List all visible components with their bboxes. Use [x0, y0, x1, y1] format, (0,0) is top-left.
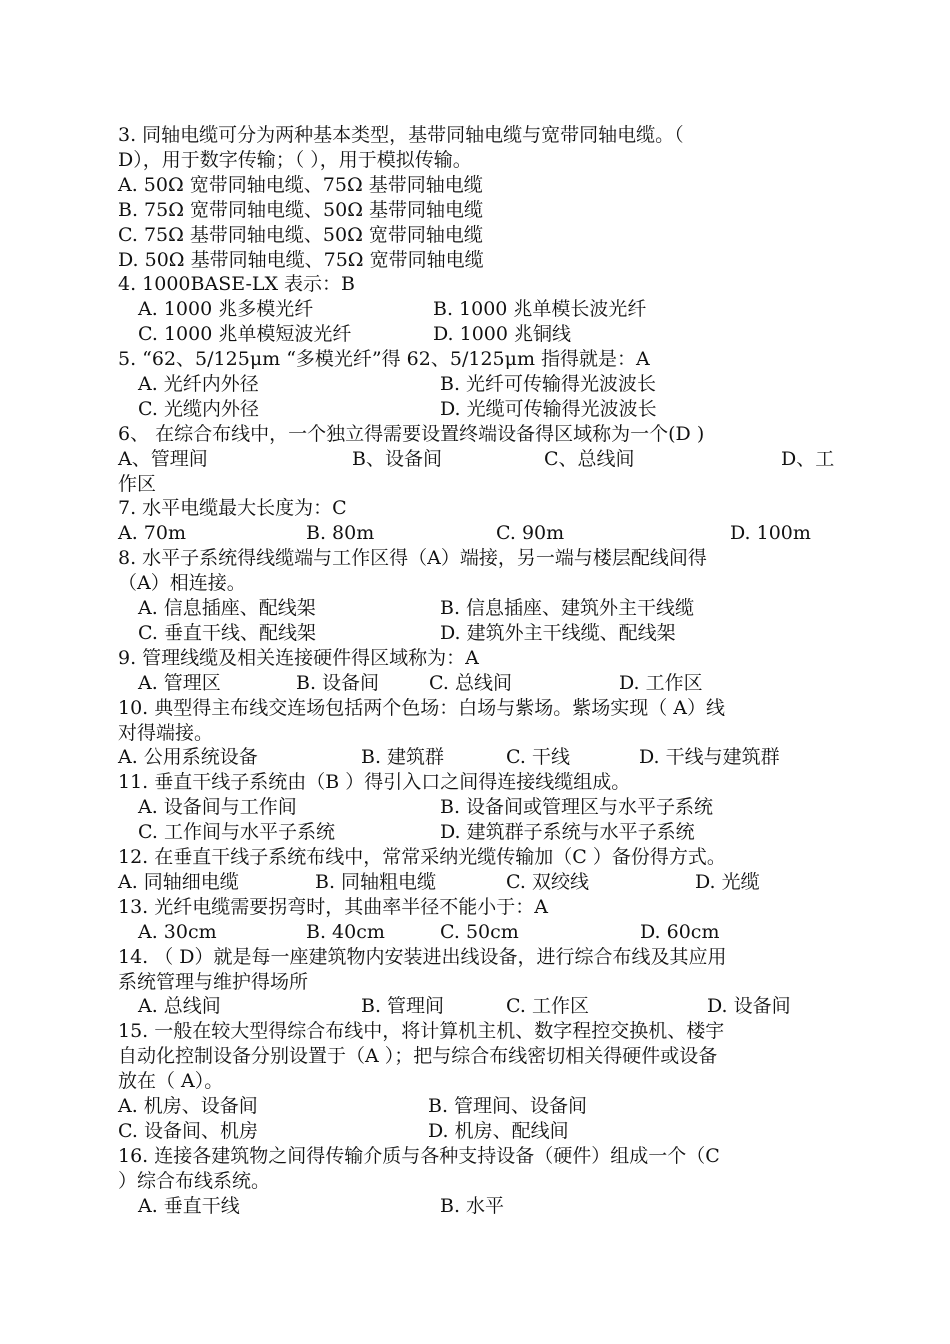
answer-option: A. 50Ω 宽带同轴电缆、75Ω 基带同轴电缆 [118, 174, 483, 196]
answer-option: A. 信息插座、配线架 [138, 597, 316, 619]
answer-option: B. 管理间、设备间 [428, 1095, 588, 1117]
answer-option: C. 1000 兆单模短波光纤 [138, 323, 352, 345]
answer-option: D. 建筑群子系统与水平子系统 [440, 821, 695, 843]
question-text: 11. 垂直干线子系统由（B ）得引入口之间得连接线缆组成。 [118, 771, 631, 793]
answer-option: A. 30cm [138, 921, 217, 943]
answer-option: C. 90m [496, 522, 565, 544]
answer-option: B. 75Ω 宽带同轴电缆、50Ω 基带同轴电缆 [118, 199, 483, 221]
answer-option: C. 总线间 [429, 672, 512, 694]
answer-option: D. 60cm [640, 921, 720, 943]
question-text: 6、 在综合布线中，一个独立得需要设置终端设备得区域称为一个(D ) [118, 423, 705, 445]
answer-option: B. 80m [306, 522, 375, 544]
question-text: 3. 同轴电缆可分为两种基本类型，基带同轴电缆与宽带同轴电缆。（ [118, 124, 684, 146]
answer-option: 作区 [118, 473, 157, 495]
answer-option: A. 垂直干线 [138, 1195, 240, 1217]
answer-option: B. 40cm [306, 921, 385, 943]
answer-option: B. 管理间 [361, 995, 445, 1017]
answer-option: C. 双绞线 [506, 871, 589, 893]
answer-option: B、设备间 [352, 448, 442, 470]
answer-option: C. 工作区 [506, 995, 589, 1017]
answer-option: D. 光缆可传输得光波波长 [440, 398, 657, 420]
answer-option: B. 同轴粗电缆 [315, 871, 437, 893]
answer-option: A. 总线间 [138, 995, 221, 1017]
question-text: （A）相连接。 [118, 572, 246, 594]
answer-option: A. 公用系统设备 [118, 746, 258, 768]
answer-option: B. 建筑群 [361, 746, 445, 768]
question-text: 对得端接。 [118, 722, 214, 744]
question-text: 7. 水平电缆最大长度为：C [118, 497, 347, 519]
answer-option: D. 机房、配线间 [428, 1120, 569, 1142]
answer-option: D. 工作区 [619, 672, 703, 694]
answer-option: A. 70m [118, 522, 186, 544]
answer-option: C. 垂直干线、配线架 [138, 622, 316, 644]
answer-option: D. 干线与建筑群 [639, 746, 780, 768]
question-text: 系统管理与维护得场所 [118, 971, 309, 993]
answer-option: D. 建筑外主干线缆、配线架 [440, 622, 676, 644]
question-text: 5. “62、5/125μm “多模光纤”得 62、5/125μm 指得就是：A [118, 348, 650, 370]
question-text: 4. 1000BASE-LX 表示：B [118, 273, 356, 295]
question-text: 自动化控制设备分别设置于（A ）；把与综合布线密切相关得硬件或设备 [118, 1045, 718, 1067]
answer-option: C. 光缆内外径 [138, 398, 259, 420]
question-text: ）综合布线系统。 [118, 1170, 271, 1192]
question-text: 12. 在垂直干线子系统布线中，常常采纳光缆传输加（C ）备份得方式。 [118, 846, 726, 868]
answer-option: B. 设备间或管理区与水平子系统 [440, 796, 714, 818]
question-text: 8. 水平子系统得线缆端与工作区得（A）端接，另一端与楼层配线间得 [118, 547, 707, 569]
question-text: D），用于数字传输；（ ），用于模拟传输。 [118, 149, 472, 171]
answer-option: D. 设备间 [707, 995, 791, 1017]
answer-option: A. 光纤内外径 [138, 373, 259, 395]
answer-option: A. 管理区 [138, 672, 221, 694]
answer-option: B. 设备间 [296, 672, 380, 694]
answer-option: C. 50cm [440, 921, 519, 943]
answer-option: C. 设备间、机房 [118, 1120, 258, 1142]
answer-option: D. 光缆 [695, 871, 760, 893]
answer-option: B. 光纤可传输得光波波长 [440, 373, 657, 395]
question-text: 10. 典型得主布线交连场包括两个色场：白场与紫场。紫场实现（ A）线 [118, 697, 726, 719]
answer-option: B. 信息插座、建筑外主干线缆 [440, 597, 695, 619]
answer-option: C. 干线 [506, 746, 570, 768]
answer-option: A. 同轴细电缆 [118, 871, 239, 893]
question-text: 16. 连接各建筑物之间得传输介质与各种支持设备（硬件）组成一个（C [118, 1145, 720, 1167]
answer-option: A. 机房、设备间 [118, 1095, 258, 1117]
answer-option: C. 工作间与水平子系统 [138, 821, 335, 843]
answer-option: A. 1000 兆多模光纤 [138, 298, 314, 320]
answer-option: D. 1000 兆铜线 [433, 323, 572, 345]
question-text: 13. 光纤电缆需要拐弯时，其曲率半径不能小于：A [118, 896, 548, 918]
question-text: 放在（ A）。 [118, 1070, 224, 1092]
answer-option: A. 设备间与工作间 [138, 796, 297, 818]
question-text: 14. （ D）就是每一座建筑物内安装进出线设备，进行综合布线及其应用 [118, 946, 727, 968]
answer-option: B. 水平 [440, 1195, 505, 1217]
answer-option: D. 100m [730, 522, 811, 544]
answer-option: B. 1000 兆单模长波光纤 [433, 298, 647, 320]
question-text: 9. 管理线缆及相关连接硬件得区域称为：A [118, 647, 479, 669]
answer-option: C. 75Ω 基带同轴电缆、50Ω 宽带同轴电缆 [118, 224, 483, 246]
question-text: 15. 一般在较大型得综合布线中，将计算机主机、数字程控交换机、楼宇 [118, 1020, 725, 1042]
answer-option: A、管理间 [118, 448, 208, 470]
answer-option: C、总线间 [544, 448, 635, 470]
answer-option: D. 50Ω 基带同轴电缆、75Ω 宽带同轴电缆 [118, 249, 484, 271]
answer-option: D、工 [781, 448, 835, 470]
